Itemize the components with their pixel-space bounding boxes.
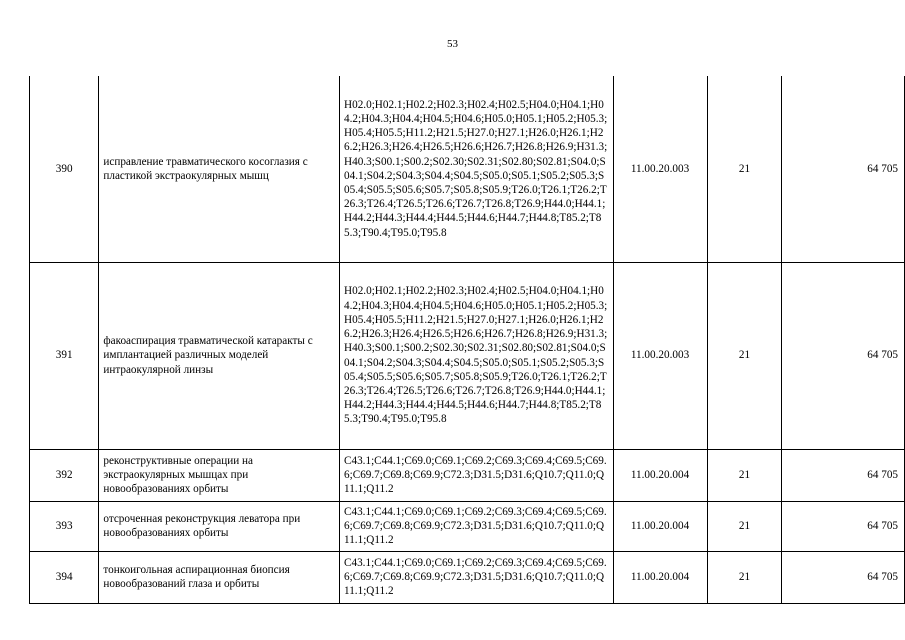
- table-row: [30, 76, 905, 262]
- price: 64 705: [782, 262, 905, 449]
- coefficient: 21: [707, 501, 782, 551]
- procedure-name: исправление травматического косоглазия с пластикой экстраокулярных мышц: [99, 76, 340, 262]
- price: 64 705: [782, 501, 905, 551]
- diagnosis-codes: C43.1;C44.1;C69.0;C69.1;C69.2;C69.3;C69.4;C69.5;C69.6;C69.7;C69.8;C69.9;C72.3;D31.5;D31.6;Q10.7;Q11.0;Q11.1;Q11.2: [340, 501, 613, 551]
- group-code: 11.00.20.003: [613, 262, 707, 449]
- price: 64 705: [782, 551, 905, 603]
- price: 64 705: [782, 449, 905, 501]
- procedure-name: тонкоигольная аспирационная биопсия новообразований глаза и орбиты: [99, 551, 340, 603]
- group-code: 11.00.20.004: [613, 449, 707, 501]
- procedures-table: [29, 76, 905, 604]
- row-number: 391: [30, 262, 99, 449]
- diagnosis-codes: C43.1;C44.1;C69.0;C69.1;C69.2;C69.3;C69.4;C69.5;C69.6;C69.7;C69.8;C69.9;C72.3;D31.5;D31.6;Q10.7;Q11.0;Q11.1;Q11.2: [340, 449, 613, 501]
- diagnosis-codes: C43.1;C44.1;C69.0;C69.1;C69.2;C69.3;C69.4;C69.5;C69.6;C69.7;C69.8;C69.9;C72.3;D31.5;D31.6;Q10.7;Q11.0;Q11.1;Q11.2: [340, 551, 613, 603]
- diagnosis-codes: H02.0;H02.1;H02.2;H02.3;H02.4;H02.5;H04.0;H04.1;H04.2;H04.3;H04.4;H04.5;H04.6;H05.0;H05.1;H05.2;H05.3;H05.4;H05.5;H11.2;H21.5;H27.0;H27.1;H26.0;H26.1;H26.2;H26.3;H26.4;H26.5;H26.6;H26.7;H26.8;H26.9;H31.3;H40.3;S00.1;S00.2;S02.30;S02.31;S02.80;S02.81;S04.0;S04.1;S04.2;S04.3;S04.4;S04.5;S05.0;S05.1;S05.2;S05.3;S05.4;S05.5;S05.6;S05.7;S05.8;S05.9;T26.0;T26.1;T26.2;T26.3;T26.4;T26.5;T26.6;T26.7;T26.8;T26.9;H44.0;H44.1;H44.2;H44.3;H44.4;H44.5;H44.6;H44.7;H44.8;T85.2;T85.3;T90.4;T95.0;T95.8: [340, 262, 613, 449]
- table-row: [30, 501, 905, 551]
- row-number: 392: [30, 449, 99, 501]
- table-row: [30, 262, 905, 449]
- diagnosis-codes: H02.0;H02.1;H02.2;H02.3;H02.4;H02.5;H04.0;H04.1;H04.2;H04.3;H04.4;H04.5;H04.6;H05.0;H05.1;H05.2;H05.3;H05.4;H05.5;H11.2;H21.5;H27.0;H27.1;H26.0;H26.1;H26.2;H26.3;H26.4;H26.5;H26.6;H26.7;H26.8;H26.9;H31.3;H40.3;S00.1;S00.2;S02.30;S02.31;S02.80;S02.81;S04.0;S04.1;S04.2;S04.3;S04.4;S04.5;S05.0;S05.1;S05.2;S05.3;S05.4;S05.5;S05.6;S05.7;S05.8;S05.9;T26.0;T26.1;T26.2;T26.3;T26.4;T26.5;T26.6;T26.7;T26.8;T26.9;H44.0;H44.1;H44.2;H44.3;H44.4;H44.5;H44.6;H44.7;H44.8;T85.2;T85.3;T90.4;T95.0;T95.8: [340, 76, 613, 262]
- coefficient: 21: [707, 262, 782, 449]
- group-code: 11.00.20.003: [613, 76, 707, 262]
- table-row: [30, 449, 905, 501]
- price: 64 705: [782, 76, 905, 262]
- coefficient: 21: [707, 76, 782, 262]
- group-code: 11.00.20.004: [613, 501, 707, 551]
- row-number: 390: [30, 76, 99, 262]
- row-number: 393: [30, 501, 99, 551]
- coefficient: 21: [707, 551, 782, 603]
- table-row: [30, 551, 905, 603]
- coefficient: 21: [707, 449, 782, 501]
- procedure-name: отсроченная реконструкция леватора при новообразованиях орбиты: [99, 501, 340, 551]
- group-code: 11.00.20.004: [613, 551, 707, 603]
- procedure-name: реконструктивные операции на экстраокулярных мышцах при новообразованиях орбиты: [99, 449, 340, 501]
- page-number: 53: [447, 38, 458, 50]
- procedure-name: факоаспирация травматической катаракты с имплантацией различных моделей интраокулярной линзы: [99, 262, 340, 449]
- row-number: 394: [30, 551, 99, 603]
